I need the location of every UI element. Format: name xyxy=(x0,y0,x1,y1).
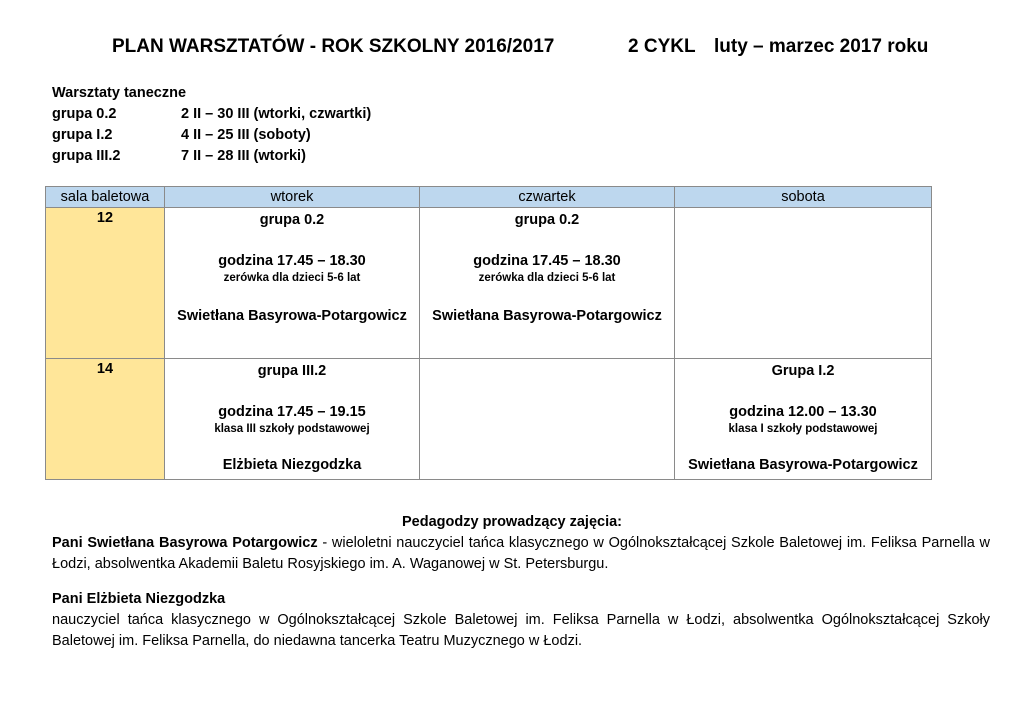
table-row xyxy=(46,359,932,480)
teacher-bio-1 xyxy=(52,533,990,575)
teacher-name: Pani Swietłana Basyrowa Potargowicz xyxy=(52,535,318,551)
session-cell xyxy=(165,359,420,480)
header-tuesday: wtorek xyxy=(165,187,420,208)
session-teacher: Elżbieta Niezgodzka xyxy=(222,457,362,473)
workshop-intro xyxy=(52,83,371,167)
session-group: Grupa I.2 xyxy=(771,363,835,379)
session-group: grupa III.2 xyxy=(257,363,327,379)
teacher-name-2: Pani Elżbieta Niezgodzka xyxy=(52,591,226,607)
header-saturday: sobota xyxy=(675,187,932,208)
session-hours: godzina 17.45 – 18.30 xyxy=(473,253,621,269)
session-cell xyxy=(675,359,932,480)
group-dates: 7 II – 28 III (wtorki) xyxy=(181,148,306,164)
session-note: klasa I szkoły podstawowej xyxy=(728,423,878,435)
period-label: luty – marzec 2017 roku xyxy=(714,36,929,57)
session-note: klasa III szkoły podstawowej xyxy=(214,423,370,435)
plan-title: PLAN WARSZTATÓW - ROK SZKOLNY 2016/2017 xyxy=(112,36,555,57)
group-name: grupa 0.2 xyxy=(52,106,117,122)
header-thursday: czwartek xyxy=(420,187,675,208)
session-teacher: Swietłana Basyrowa-Potargowicz xyxy=(688,457,918,473)
empty-cell xyxy=(675,208,932,359)
session-teacher: Swietłana Basyrowa-Potargowicz xyxy=(177,308,407,324)
teachers-heading: Pedagodzy prowadzący zajęcia: xyxy=(402,514,622,530)
session-hours: godzina 12.00 – 13.30 xyxy=(729,404,877,420)
room-number: 12 xyxy=(46,208,165,359)
intro-group-row xyxy=(52,146,371,167)
cycle-label: 2 CYKL xyxy=(628,36,696,57)
session-group: grupa 0.2 xyxy=(259,212,325,228)
group-dates: 4 II – 25 III (soboty) xyxy=(181,127,311,143)
intro-heading: Warsztaty taneczne xyxy=(52,85,187,101)
table-header-row xyxy=(46,187,932,208)
session-note: zerówka dla dzieci 5-6 lat xyxy=(478,272,616,284)
session-hours: godzina 17.45 – 19.15 xyxy=(218,404,366,420)
session-cell xyxy=(420,208,675,359)
intro-group-row xyxy=(52,104,371,125)
session-group: grupa 0.2 xyxy=(514,212,580,228)
group-name: grupa III.2 xyxy=(52,148,121,164)
session-hours: godzina 17.45 – 18.30 xyxy=(218,253,366,269)
header-room: sala baletowa xyxy=(46,187,165,208)
session-teacher: Swietłana Basyrowa-Potargowicz xyxy=(432,308,662,324)
intro-group-row xyxy=(52,125,371,146)
empty-cell xyxy=(420,359,675,480)
session-note: zerówka dla dzieci 5-6 lat xyxy=(223,272,361,284)
room-number: 14 xyxy=(46,359,165,480)
group-name: grupa I.2 xyxy=(52,127,113,143)
teacher-bio-2: nauczyciel tańca klasycznego w Ogólnokształcącej Szkole Baletowej im. Feliksa Parnella w Łodzi, absolwentka Ogólnokształcącej Szkoły Baletowej im. Feliksa Parnella, do niedawna tancerka Teatru Muzycznego w Łodzi. xyxy=(52,612,990,649)
group-dates: 2 II – 30 III (wtorki, czwartki) xyxy=(181,106,372,122)
schedule-table xyxy=(45,186,932,480)
table-row xyxy=(46,208,932,359)
teacher-bio-text: - wieloletni nauczyciel tańca klasycznego w Ogólnokształcącej Szkole Baletowej im. Feliksa Parnella w Łodzi, absolwentka Akademii Baletu Rosyjskiego im. A. Waganowej w St. Petersburgu. xyxy=(52,535,990,572)
session-cell xyxy=(165,208,420,359)
document-title xyxy=(0,36,1024,62)
